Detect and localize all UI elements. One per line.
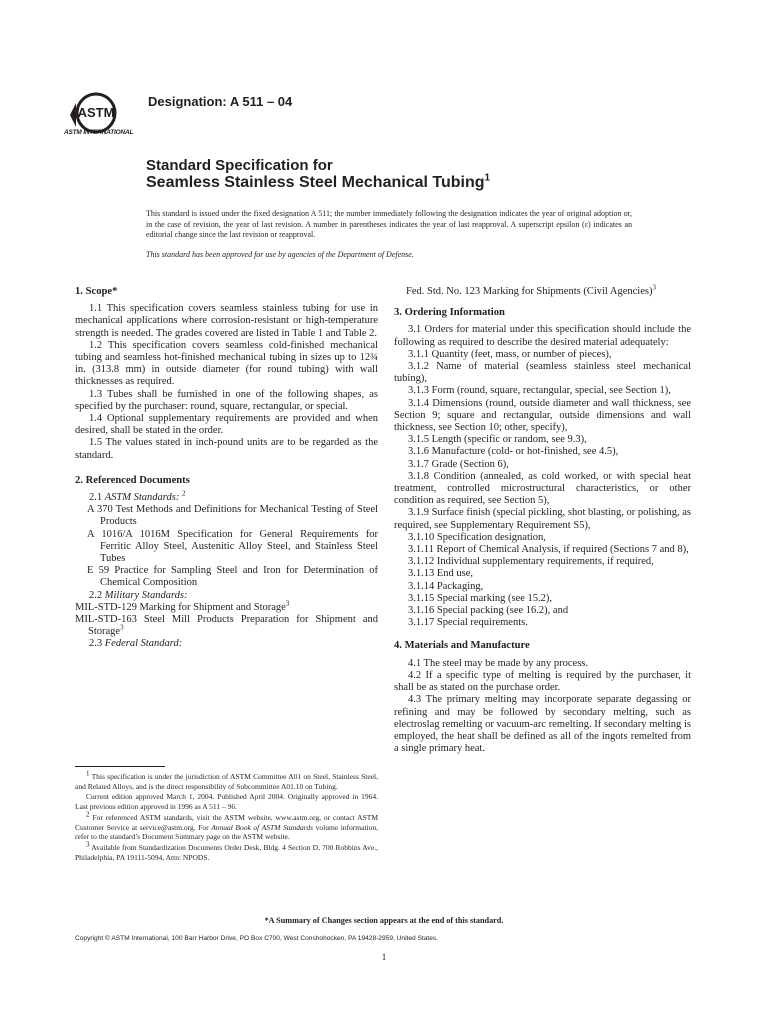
astm-standards-label: ASTM Standards: <box>104 492 180 504</box>
ref-mil-std-129 <box>75 599 378 614</box>
para-3-1-8: 3.1.8 Condition (annealed, as cold worked, or with special heat treatment, controlled microstructural characteristics, or other condition as required, see Section 5), <box>394 470 691 507</box>
para-3-1-2: 3.1.2 Name of material (seamless stainless steel mechanical tubing), <box>394 361 691 385</box>
approval-note: This standard has been approved for use by agencies of the Department of Defense. <box>146 250 414 259</box>
para-3-1-3: 3.1.3 Form (round, square, rectangular, special, see Section 1), <box>408 385 671 397</box>
para-2-2-number: 2.2 <box>89 589 105 601</box>
para-1-5: 1.5 The values stated in inch-pound units are to be regarded as the standard. <box>75 437 378 461</box>
para-1-1: 1.1 This specification covers seamless stainless tubing for use in mechanical applications where corrosion-resistant or high-temperature strength is needed. The grades covered are listed in Table 1 and Table 2. <box>75 303 378 339</box>
para-3-1-5: 3.1.5 Length (specific or random, see 9.3), <box>408 434 587 446</box>
footnote-1 <box>75 769 378 791</box>
page-number: 1 <box>381 953 387 963</box>
right-column <box>394 283 691 755</box>
para-3-1-12: 3.1.12 Individual supplementary requirements, if required, <box>408 556 654 568</box>
astm-ref-list <box>75 504 378 589</box>
ref-mil-std-163 <box>75 614 378 638</box>
para-4-2: 4.2 If a specific type of melting is required by the purchaser, it shall be as stated on the purchase order. <box>394 669 691 694</box>
ref-a370: A 370 Test Methods and Definitions for Mechanical Testing of Steel Products <box>87 504 378 528</box>
footnote-2 <box>75 810 379 842</box>
footnote-mark: 3 <box>285 599 290 608</box>
astm-logo <box>64 85 144 145</box>
intro-paragraph: This standard is issued under the fixed designation A 511; the number immediately following the designation indicates the year of original adoption or, in the case of revision, the year of last revision. A number in parentheses indicates the year of last reapproval. A superscript epsilon (ε) indicates an editorial change since the last revision or reapproval. <box>146 209 632 240</box>
ref-mil-std-129-text: MIL-STD-129 Marking for Shipment and Storage <box>75 601 286 613</box>
para-3-1-17: 3.1.17 Special requirements. <box>408 617 528 629</box>
para-2-2 <box>75 590 378 602</box>
footnote-mark: 2 <box>86 810 90 819</box>
svg-text:ASTM: ASTM <box>77 105 115 120</box>
designation: Designation: A 511 – 04 <box>148 94 293 109</box>
title-line-2 <box>146 174 490 192</box>
footnote-mark: 1 <box>86 769 90 778</box>
ref-mil-std-163-text: MIL-STD-163 Steel Mill Products Preparation for Shipment and Storage <box>75 614 378 638</box>
para-3-1-16: 3.1.16 Special packing (see 16.2), and <box>408 605 569 617</box>
title-text: Seamless Stainless Steel Mechanical Tubing <box>146 174 485 191</box>
para-3-1-9: 3.1.9 Surface finish (special pickling, shot blasting, or polishing, as required, see Supplementary Requirement S5), <box>394 507 691 531</box>
para-3-1-6: 3.1.6 Manufacture (cold- or hot-finished, see 4.5), <box>408 446 619 458</box>
para-2-1-number: 2.1 <box>89 492 105 504</box>
section-2-heading: 2. Referenced Documents <box>75 474 190 486</box>
footnote-mark: 3 <box>652 283 656 292</box>
footnote-1-text: This specification is under the jurisdiction of ASTM Committee A01 on Steel, Stainless Steel, and Related Alloys, and is the direct responsibility of Subcommittee A01.10 on Tubing. <box>75 772 378 791</box>
footnote-mark: 3 <box>120 623 124 632</box>
para-3-1-7: 3.1.7 Grade (Section 6), <box>408 458 509 470</box>
section-1-heading: 1. Scope* <box>75 286 118 297</box>
para-1-4: 1.4 Optional supplementary requirements are provided and when desired, shall be stated in the order. <box>75 413 378 437</box>
ref-fed-std-123-text: Fed. Std. No. 123 Marking for Shipments (Civil Agencies) <box>406 286 653 297</box>
para-3-1-11: 3.1.11 Report of Chemical Analysis, if required (Sections 7 and 8), <box>408 544 689 556</box>
para-2-3 <box>75 638 378 650</box>
summary-of-changes-note: *A Summary of Changes section appears at the end of this standard. <box>264 916 504 925</box>
section-3-heading: 3. Ordering Information <box>394 307 505 319</box>
para-3-1-1: 3.1.1 Quantity (feet, mass, or number of pieces), <box>408 348 612 360</box>
footnote-2-book-title: Annual Book of ASTM Standards <box>211 822 314 832</box>
footnote-rule <box>75 766 165 767</box>
footnote-mark: 2 <box>181 489 186 498</box>
para-4-1: 4.1 The steel may be made by any process. <box>408 657 589 669</box>
para-3-1: 3.1 Orders for material under this specification should include the following as required to describe the desired material adequately: <box>394 324 691 348</box>
footnote-3 <box>75 840 378 862</box>
para-3-1-13: 3.1.13 End use, <box>408 568 474 580</box>
ref-a1016: A 1016/A 1016M Specification for General Requirements for Ferritic Alloy Steel, Austenitic Alloy Steel, and Stainless Steel Tubes <box>87 528 378 565</box>
para-1-3: 1.3 Tubes shall be furnished in one of the following shapes, as specified by the purchaser: round, square, rectangular, or special. <box>75 388 378 412</box>
section-4-heading: 4. Materials and Manufacture <box>394 640 530 652</box>
title-footnote-mark: 1 <box>484 172 491 184</box>
para-3-1-4: 3.1.4 Dimensions (round, outside diameter and wall thickness, see Section 9; square and rectangular, outside dimensions and wall thickness, see Section 10; other, specify), <box>394 397 691 434</box>
para-2-3-number: 2.3 <box>89 638 105 650</box>
footnote-2-text-a: For referenced ASTM standards, visit the ASTM website, www.astm.org, or contact ASTM Customer Service at service@astm.org. For <box>75 812 378 832</box>
para-3-1-10: 3.1.10 Specification designation, <box>408 531 546 543</box>
copyright-line: Copyright © ASTM International, 100 Barr Harbor Drive, PO Box C700, West Conshohocken, PA 19428-2959, United States. <box>75 935 439 942</box>
ref-e59: E 59 Practice for Sampling Steel and Iron for Determination of Chemical Composition <box>87 565 378 589</box>
para-4-3: 4.3 The primary melting may incorporate separate degassing or refining and may be followed by secondary melting, such as electroslag remelting or vacuum-arc remelting. If secondary melting is employed, the heat shall be defined as all of the ingots remelted from a single primary heat. <box>394 694 691 755</box>
footnote-1-edition: Current edition approved March 1, 2004. Published April 2004. Originally approved in 1964. Last previous edition approved in 1996 as A 511 – 96. <box>75 792 378 812</box>
footnote-mark: 3 <box>86 840 90 849</box>
footnote-3-text: Available from Standardization Documents Order Desk, Bldg. 4 Section D, 700 Robbins Ave., Philadelphia, PA 19111-5094, Attn: NPODS. <box>75 842 378 862</box>
military-standards-label: Military Standards: <box>104 589 188 601</box>
footnotes <box>75 769 379 863</box>
para-1-2: 1.2 This specification covers seamless cold-finished mechanical tubing and seamless hot-finished mechanical tubing in sizes up to 12¾ in. (313.8 mm) in outside diameter (for round tubing) with wall thicknesses as required. <box>75 339 378 388</box>
para-3-1-15: 3.1.15 Special marking (see 15.2), <box>408 592 553 604</box>
left-column <box>75 286 378 651</box>
ref-fed-std-123 <box>394 283 691 298</box>
footnote-2-text-c: volume information, refer to the standard’s Document Summary page on the ASTM website. <box>75 822 379 842</box>
para-3-1-14: 3.1.14 Packaging, <box>408 580 484 592</box>
title-line-1: Standard Specification for <box>146 157 333 174</box>
para-2-1 <box>75 489 378 504</box>
federal-standard-label: Federal Standard: <box>104 638 183 650</box>
logo-wordmark: ASTM INTERNATIONAL <box>64 129 134 136</box>
